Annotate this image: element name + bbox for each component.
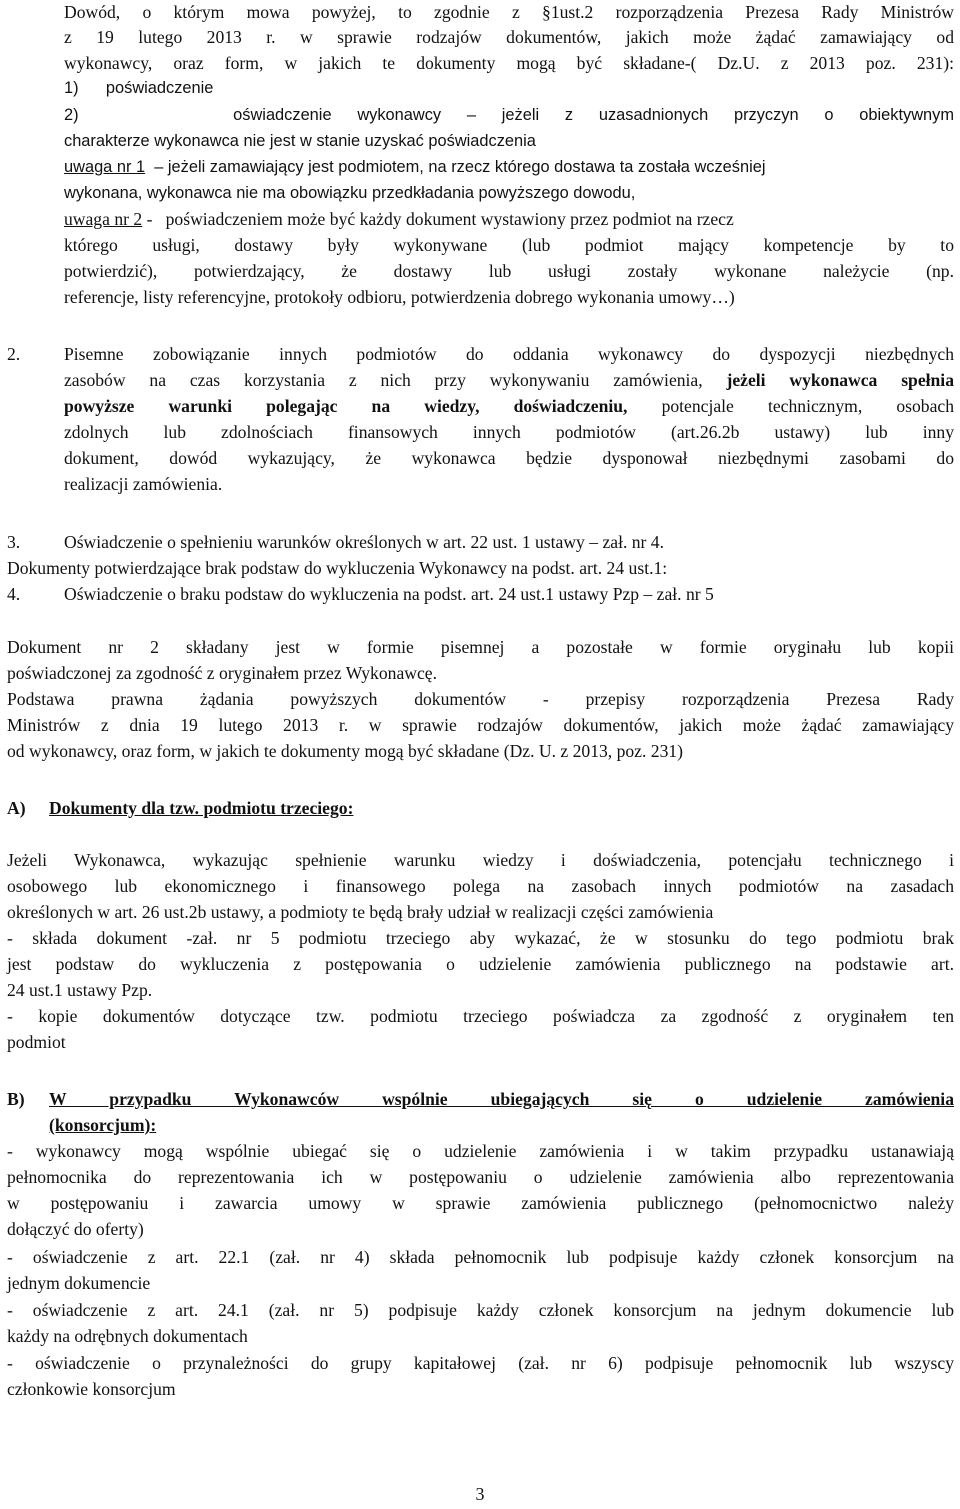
text-line: osobowego lub ekonomicznego i finansowego polega na zasobach innych podmiotów na zasadach — [7, 876, 954, 896]
text-line: każdy na odrębnych dokumentach — [7, 1326, 248, 1346]
text-line: Podstawa prawna żądania powyższych dokumentów - przepisy rozporządzenia Prezesa Rady — [7, 689, 954, 709]
text-line: Oświadczenie o braku podstaw do wykluczenia na podst. art. 24 ust.1 ustawy Pzp – zał. nr 5 — [64, 584, 714, 604]
text-line: potwierdzić), potwierdzający, że dostawy lub usługi zostały wykonane należycie (np. — [64, 261, 954, 281]
text-line: charakterze wykonawca nie jest w stanie uzyskać poświadczenia — [64, 132, 536, 150]
text-line: Oświadczenie o spełnieniu warunków określonych w art. 22 ust. 1 ustawy – zał. nr 4. — [64, 532, 665, 552]
text-line: wykonana, wykonawca nie ma obowiązku przedkładania powyższego dowodu, — [64, 184, 636, 202]
text-line: - oświadczenie o przynależności do grupy kapitałowej (zał. nr 6) podpisuje pełnomocnik lub wszyscy — [7, 1353, 954, 1373]
page-number: 3 — [475, 1484, 485, 1504]
text-line: którego usługi, dostawy były wykonywane (lub podmiot mający kompetencje by to — [64, 235, 954, 255]
note-text: - poświadczeniem może być każdy dokument wystawiony przez podmiot na rzecz — [142, 209, 734, 229]
text-line: Dokumenty potwierdzające brak podstaw do wykluczenia Wykonawcy na podst. art. 24 ust.1: — [7, 558, 668, 578]
section-label: B) — [7, 1089, 25, 1109]
bold-span: jeżeli wykonawca spełnia — [726, 370, 954, 390]
text-span: potencjale technicznym, osobach — [627, 396, 955, 416]
text-line: - oświadczenie z art. 24.1 (zał. nr 5) podpisuje każdy członek konsorcjum na jednym dokumencie lub — [7, 1300, 954, 1320]
text-line: podmiot — [7, 1032, 66, 1052]
text-line: referencje, listy referencyjne, protokoły odbioru, potwierdzenia dobrego wykonania umowy…) — [64, 287, 735, 307]
note-text: – jeżeli zamawiający jest podmiotem, na rzecz którego dostawa ta została wcześniej — [145, 158, 766, 176]
text-line — [64, 394, 954, 418]
text-span: zasobów na czas korzystania z nich przy wykonywaniu zamówienia, — [64, 370, 727, 390]
text-line: określonych w art. 26 ust.2b ustawy, a podmioty te będą brały udział w realizacji części zamówienia — [7, 902, 714, 922]
note-label: uwaga nr 2 — [64, 209, 143, 229]
text-line: jest podstaw do wykluczenia z postępowania o udzielenie zamówienia publicznego na podstawie art. — [7, 954, 954, 974]
text-line: - kopie dokumentów dotyczące tzw. podmiotu trzeciego poświadcza za zgodność z oryginałem ten — [7, 1006, 954, 1026]
text-line: poświadczonej za zgodność z oryginałem przez Wykonawcę. — [7, 663, 437, 683]
list-number: 3. — [7, 532, 21, 552]
text-line: 2) oświadczenie wykonawcy – jeżeli z uzasadnionych przyczyn o obiektywnym — [64, 106, 954, 124]
text-line: pełnomocnika do reprezentowania ich w postępowaniu o udzielenie zamówienia albo reprezentowania — [7, 1167, 954, 1187]
text-line: w postępowaniu i zawarcia umowy w sprawie zamówienia publicznego (pełnomocnictwo należy — [7, 1193, 954, 1213]
text-line: realizacji zamówienia. — [64, 474, 223, 494]
text-line: Jeżeli Wykonawca, wykazując spełnienie warunku wiedzy i doświadczenia, potencjału technicznego i — [7, 850, 954, 870]
text-line: 24 ust.1 ustawy Pzp. — [7, 980, 153, 1000]
text-line: Dowód, o którym mowa powyżej, to zgodnie z §1ust.2 rozporządzenia Prezesa Rady Ministrów — [64, 2, 954, 22]
text-line: Ministrów z dnia 19 lutego 2013 r. w sprawie rodzajów dokumentów, jakich może żądać zamawiający — [7, 715, 954, 735]
bold-span: powyższe warunki polegając na wiedzy, doświadczeniu, — [64, 396, 628, 416]
text-line: od wykonawcy, oraz form, w jakich te dokumenty mogą być składane (Dz. U. z 2013, poz. 231) — [7, 741, 684, 761]
text-line: z 19 lutego 2013 r. w sprawie rodzajów dokumentów, jakich może żądać zamawiający od — [64, 27, 954, 47]
text-line: - oświadczenie z art. 22.1 (zał. nr 4) składa pełnomocnik lub podpisuje każdy członek konsorcjum na — [7, 1247, 954, 1267]
note-label: uwaga nr 1 — [64, 158, 146, 176]
text-line: 1) poświadczenie — [64, 79, 214, 97]
list-number: 4. — [7, 584, 21, 604]
text-line: Pisemne zobowiązanie innych podmiotów do oddania wykonawcy do dyspozycji niezbędnych — [64, 344, 954, 364]
list-number: 2. — [7, 344, 21, 364]
text-line: wykonawcy, oraz form, w jakich te dokumenty mogą być składane-( Dz.U. z 2013 poz. 231): — [64, 53, 954, 73]
section-heading: Dokumenty dla tzw. podmiotu trzeciego: — [49, 798, 354, 818]
text-line — [64, 155, 766, 179]
text-line: - składa dokument -zał. nr 5 podmiotu trzeciego aby wykazać, że w stosunku do tego podmiotu brak — [7, 928, 954, 948]
text-line: - wykonawcy mogą wspólnie ubiegać się o udzielenie zamówienia i w takim przypadku ustanawiają — [7, 1141, 954, 1161]
text-line — [64, 368, 954, 392]
text-line: Dokument nr 2 składany jest w formie pisemnej a pozostałe w formie oryginału lub kopii — [7, 637, 954, 657]
text-line: dołączyć do oferty) — [7, 1219, 144, 1239]
section-heading: (konsorcjum): — [49, 1115, 157, 1135]
text-line: członkowie konsorcjum — [7, 1379, 176, 1399]
section-heading: W przypadku Wykonawców wspólnie ubiegających się o udzielenie zamówienia — [49, 1089, 954, 1109]
text-line: zdolnych lub zdolnościach finansowych innych podmiotów (art.26.2b ustawy) lub inny — [64, 422, 954, 442]
text-line: dokument, dowód wykazujący, że wykonawca będzie dysponował niezbędnymi zasobami do — [64, 448, 954, 468]
text-line — [64, 207, 734, 231]
text-line: jednym dokumencie — [7, 1273, 151, 1293]
section-label: A) — [7, 798, 26, 818]
